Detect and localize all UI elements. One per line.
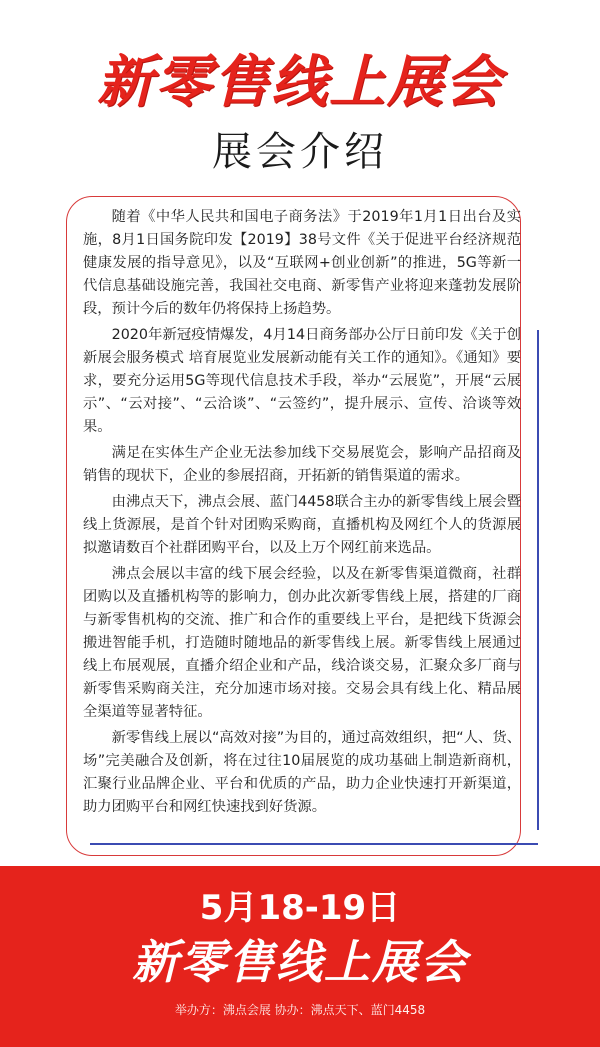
organizers-line: 举办方：沸点会展 协办：沸点天下、蓝门4458 bbox=[174, 1003, 426, 1017]
intro-paragraph: 新零售线上展以“高效对接”为目的，通过高效组织，把“人、货、场”完美融合及创新，将在过往10届展览的成功基础上制造新商机，汇聚行业品牌企业、平台和优质的产品，助力企业快速打开新渠道，助力团购平台和网红快速找到好货源。 bbox=[83, 730, 521, 815]
page-subtitle: 展会介绍 bbox=[212, 129, 388, 175]
intro-paragraph: 2020年新冠疫情爆发，4月14日商务部办公厅日前印发《关于创新展会服务模式 培育展览业发展新动能有关工作的通知》。《通知》要求，要充分运用5G等现代信息技术手段，举办“云展览”，开展“云展示”、“云对接”、“云洽谈”、“云签约”，提升展示、宣传、洽谈等效果。 bbox=[83, 327, 521, 435]
page-title: 新零售线上展会 bbox=[97, 50, 503, 115]
intro-paragraph: 由沸点天下，沸点会展、蓝门4458联合主办的新零售线上展会暨线上货源展，是首个针对团购采购商，直播机构及网红个人的货源展拟邀请数百个社群团购平台，以及上万个网红前来选品。 bbox=[83, 494, 521, 556]
event-date: 5月18-19日 bbox=[199, 888, 401, 928]
footer-title: 新零售线上展会 bbox=[132, 935, 468, 989]
intro-paragraph: 沸点会展以丰富的线下展会经验，以及在新零售渠道微商，社群团购以及直播机构等的影响力，创办此次新零售线上展，搭建的厂商与新零售机构的交流、推广和合作的重要线上平台，是把线下货源会搬进智能手机，打造随时随地品的新零售线上展。新零售线上展通过线上布展观展，直播介绍企业和产品，线洽谈交易，汇聚众多厂商与新零售采购商关注，充分加速市场对接。交易会具有线上化、精品展全渠道等显著特征。 bbox=[83, 566, 521, 720]
decorative-blue-line-right bbox=[537, 330, 539, 830]
footer-banner bbox=[0, 866, 600, 1047]
decorative-blue-line-bottom bbox=[90, 843, 538, 845]
intro-text-block bbox=[83, 206, 521, 822]
intro-paragraph: 随着《中华人民共和国电子商务法》于2019年1月1日出台及实施，8月1日国务院印发【2019】38号文件《关于促进平台经济规范健康发展的指导意见》，以及“互联网+创业创新”的推进，5G等新一代信息基础设施完善，我国社交电商、新零售产业将迎来蓬勃发展阶段，预计今后的数年仍将保持上扬趋势。 bbox=[83, 209, 521, 317]
intro-paragraph: 满足在实体生产企业无法参加线下交易展览会，影响产品招商及销售的现状下，企业的参展招商，开拓新的销售渠道的需求。 bbox=[83, 445, 521, 484]
